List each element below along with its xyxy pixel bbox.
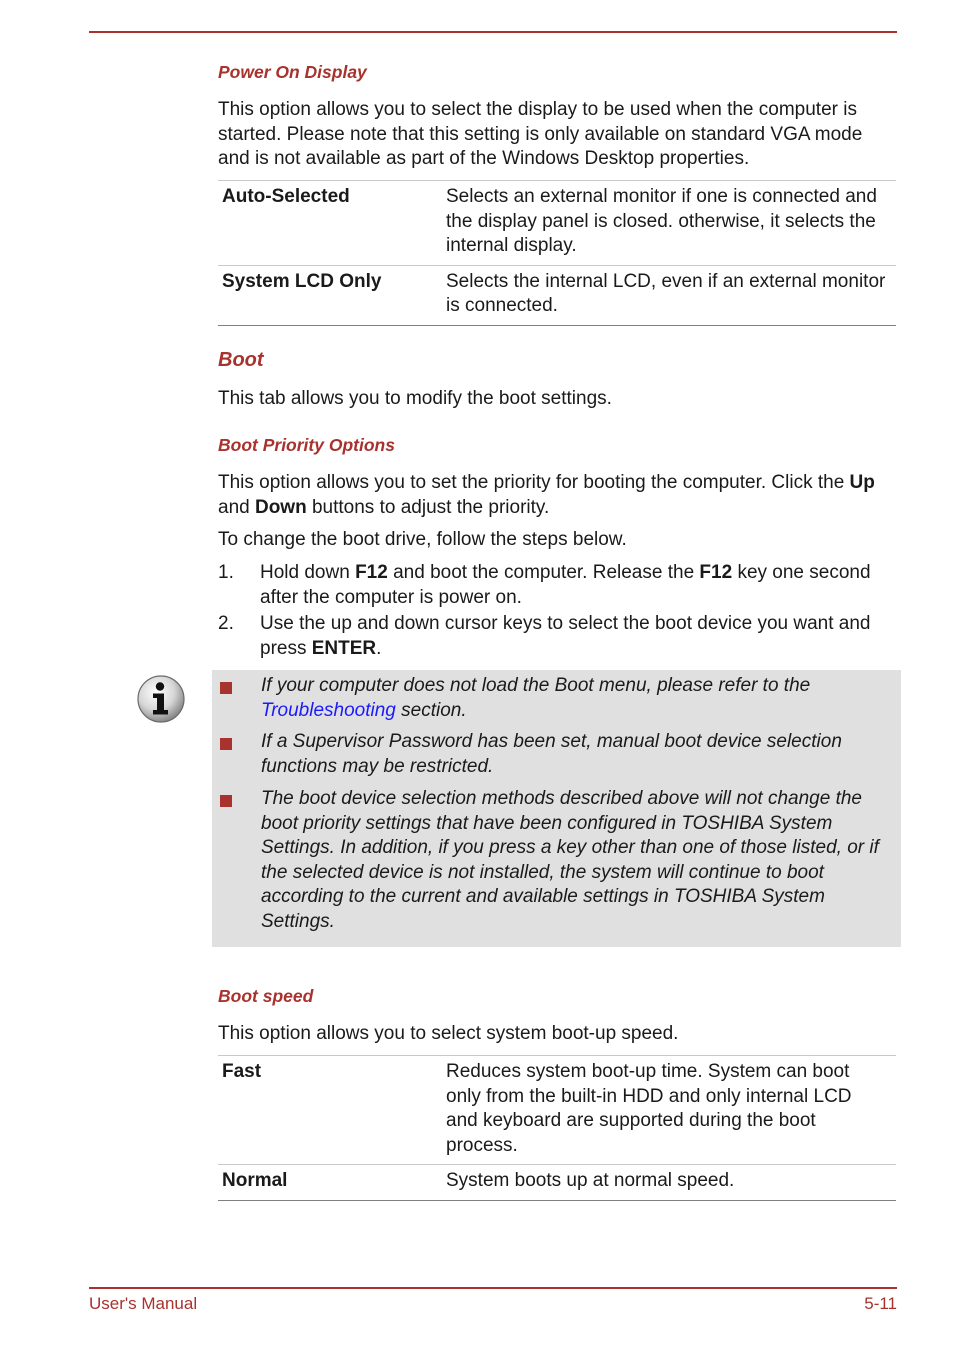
steps-list xyxy=(218,561,898,663)
text-run: buttons to adjust the priority. xyxy=(306,496,550,518)
option-description: Selects an external monitor if one is connected and the display panel is closed. otherwise, it selects the internal display. xyxy=(446,186,877,256)
text-run: key one second after the computer is power on. xyxy=(260,562,871,608)
option-key: Auto-Selected xyxy=(222,186,350,207)
step-number: 1. xyxy=(218,562,234,583)
list-item xyxy=(218,561,898,610)
footer-rule xyxy=(89,1287,897,1289)
info-icon xyxy=(136,674,186,724)
text-run: This option allows you to set the priority for booting the computer. Click the xyxy=(218,472,850,493)
header-rule xyxy=(89,31,897,33)
troubleshooting-link[interactable]: Troubleshooting xyxy=(261,699,396,721)
table-row xyxy=(218,265,896,325)
list-item xyxy=(218,612,898,661)
power-on-display-heading: Power On Display xyxy=(218,62,367,82)
bullet-icon xyxy=(220,795,232,807)
text-run: section. xyxy=(395,699,467,721)
option-key: System LCD Only xyxy=(222,270,382,292)
down-term: Down xyxy=(254,496,307,518)
note-item xyxy=(212,674,901,723)
text-run: Hold down xyxy=(260,562,356,583)
boot-priority-para xyxy=(218,471,898,520)
note-text: If a Supervisor Password has been set, manual boot device selection functions may be restricted. xyxy=(261,731,842,777)
text-run: and boot the computer. Release the xyxy=(387,562,700,583)
boot-speed-intro: This option allows you to select system boot-up speed. xyxy=(218,1023,679,1044)
option-key: Normal xyxy=(222,1170,288,1191)
table-row xyxy=(218,181,896,265)
step-text xyxy=(260,612,898,661)
step-text xyxy=(260,561,898,610)
key-term: F12 xyxy=(355,562,388,583)
key-term: F12 xyxy=(699,562,733,583)
text-run: and xyxy=(218,496,255,518)
note-text: The boot device selection methods described above will not change the boot priority settings that have been configured in TOSHIBA System Settings. In addition, if you press a key other than one of those listed, or if the selected device is not installed, the system will continue to boot according to the current and available settings in TOSHIBA System Settings. xyxy=(261,788,879,932)
power-on-display-table xyxy=(218,180,896,326)
table-row xyxy=(218,1164,896,1200)
boot-intro: This tab allows you to modify the boot settings. xyxy=(218,388,612,409)
option-description: Selects the internal LCD, even if an external monitor is connected. xyxy=(446,270,886,316)
text-run: Use the up and down cursor keys to select the boot device you want and press xyxy=(260,613,871,659)
up-term: Up xyxy=(849,472,875,493)
option-key: Fast xyxy=(222,1061,262,1082)
text-run: . xyxy=(376,637,382,659)
boot-speed-heading: Boot speed xyxy=(218,986,314,1006)
power-on-display-intro: This option allows you to select the display to be used when the computer is started. Please note that this setting is only available on standard VGA mode and is not available as part of the Windows Desktop properties. xyxy=(218,99,863,169)
option-description: Reduces system boot-up time. System can boot only from the built-in HDD and only internal LCD and keyboard are supported during the boot process. xyxy=(446,1061,852,1156)
note-text xyxy=(261,674,891,723)
step-number: 2. xyxy=(218,613,234,634)
boot-heading: Boot xyxy=(218,349,264,371)
page-number: 5-11 xyxy=(864,1294,897,1313)
boot-drive-para: To change the boot drive, follow the steps below. xyxy=(218,529,627,550)
table-row xyxy=(218,1056,896,1164)
option-description: System boots up at normal speed. xyxy=(446,1170,735,1191)
bullet-icon xyxy=(220,738,232,750)
footer-title: User's Manual xyxy=(89,1294,198,1313)
boot-priority-heading: Boot Priority Options xyxy=(218,435,395,455)
note-box xyxy=(212,670,901,947)
bullet-icon xyxy=(220,682,232,694)
text-run: If your computer does not load the Boot menu, please refer to the xyxy=(261,675,811,696)
note-item xyxy=(212,730,901,779)
note-item xyxy=(212,787,901,934)
key-term: ENTER xyxy=(311,637,377,659)
boot-speed-table xyxy=(218,1055,896,1201)
